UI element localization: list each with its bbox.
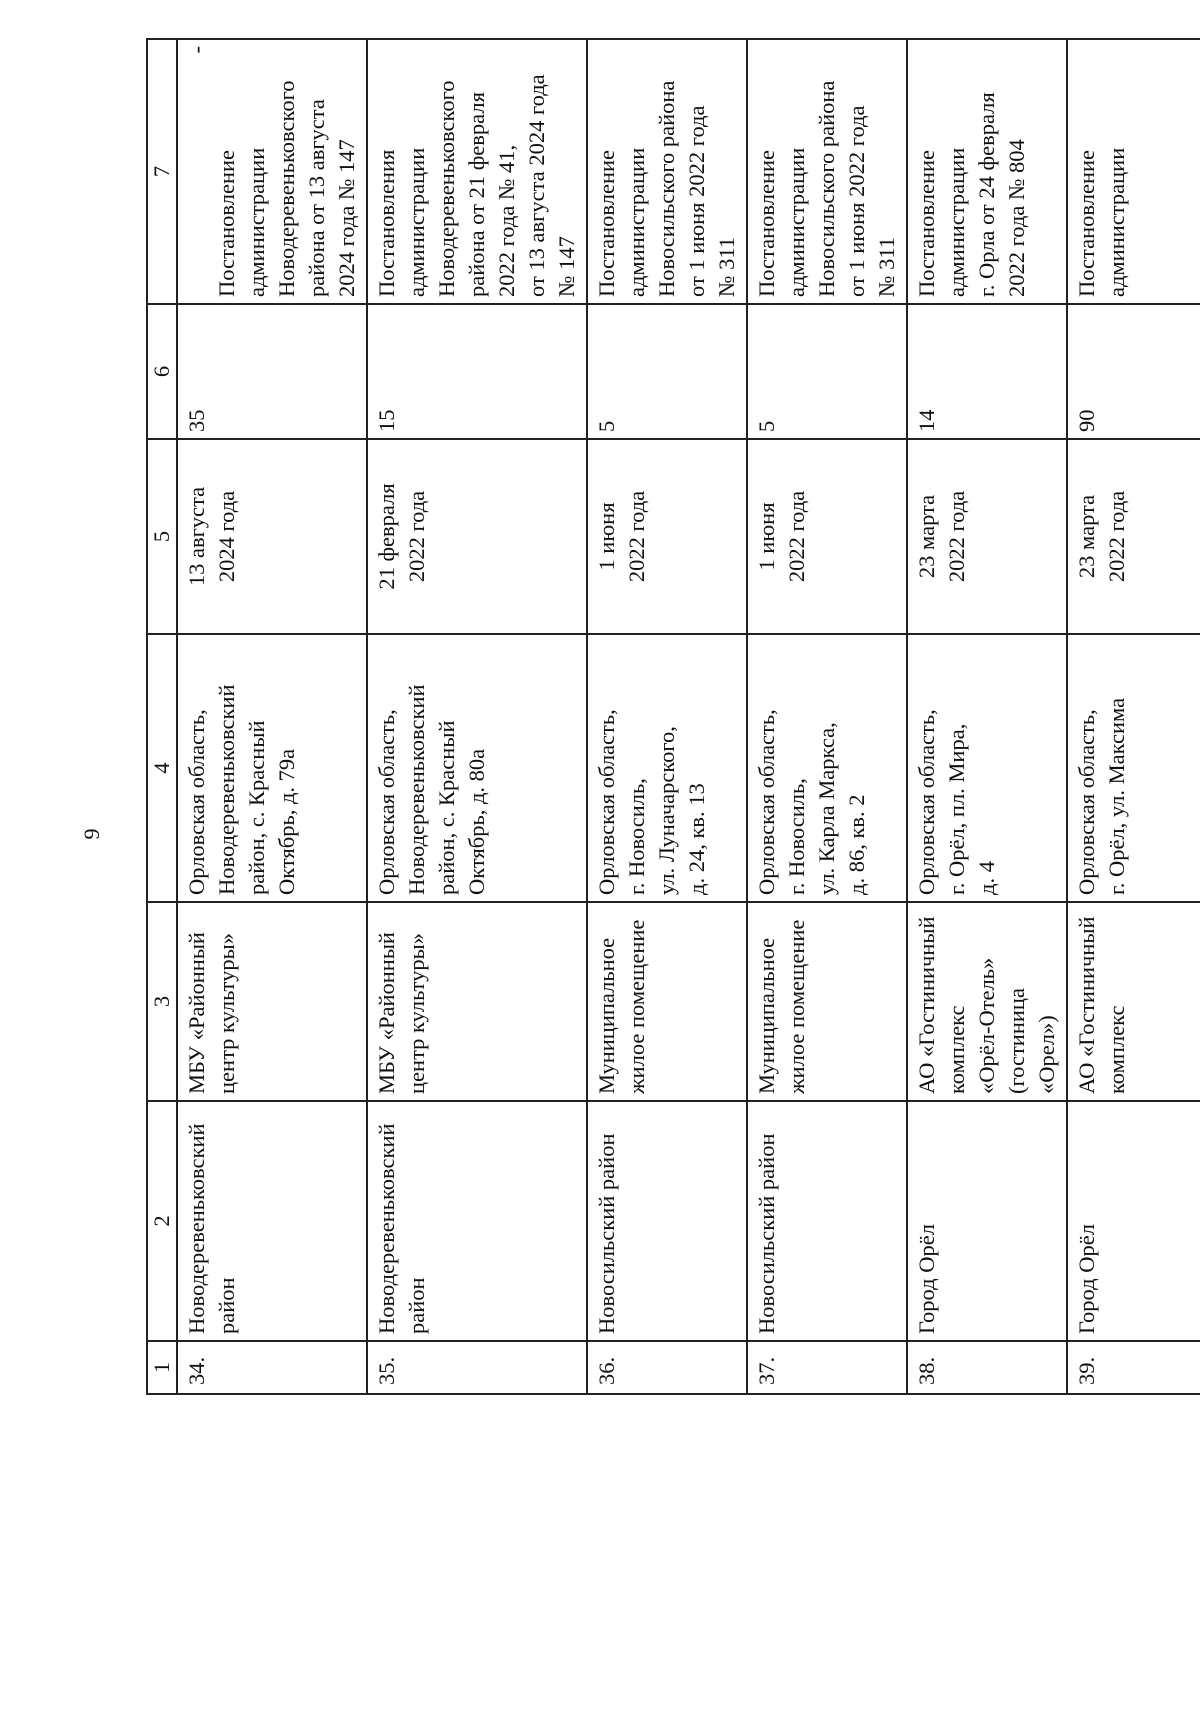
- registry-table: [146, 38, 1200, 1395]
- district-cell-line: Город Орёл: [1074, 1224, 1099, 1334]
- count-cell: 14: [907, 304, 1067, 439]
- district-cell: [747, 1101, 907, 1341]
- row-number: 35.: [367, 1341, 587, 1394]
- document-cell-line: Постановление: [214, 149, 239, 297]
- date-cell: [367, 439, 587, 634]
- address-cell-line: Новодеревеньковский: [404, 684, 429, 895]
- date-cell-line: 1 июня: [754, 502, 779, 571]
- count-cell: 35: [177, 304, 367, 439]
- document-cell-line: Новосильского района: [654, 80, 679, 297]
- address-cell-line: Орловская область,: [594, 709, 619, 895]
- document-cell-line: № 311: [714, 236, 739, 297]
- address-cell-line: Орловская область,: [184, 709, 209, 895]
- document-cell: [177, 39, 367, 304]
- object-cell: [177, 902, 367, 1101]
- district-cell: [587, 1101, 747, 1341]
- document-cell: [747, 39, 907, 304]
- address-cell-line: г. Орёл, ул. Максима: [1104, 697, 1129, 895]
- document-cell-line: Новодеревеньковского: [274, 80, 299, 297]
- table-row: [177, 39, 367, 1394]
- date-cell-line: 2024 года: [214, 490, 239, 583]
- document-cell-line: администрации: [244, 147, 269, 297]
- object-cell: [587, 902, 747, 1101]
- document-cell-line: № 147: [554, 236, 579, 297]
- object-cell-line: комплекс: [944, 1005, 969, 1094]
- document-cell-line: Постановления: [374, 149, 399, 297]
- count-cell: 5: [747, 304, 907, 439]
- address-cell-line: Октябрь, д. 79а: [274, 748, 299, 895]
- address-cell-line: Орловская область,: [914, 709, 939, 895]
- row-number: 36.: [587, 1341, 747, 1394]
- date-cell-line: 1 июня: [594, 502, 619, 571]
- address-cell: [747, 634, 907, 902]
- document-cell-line: от 13 августа 2024 года: [524, 74, 549, 297]
- address-cell-line: ул. Луначарского,: [654, 726, 679, 895]
- document-cell-line: от 1 июня 2022 года: [684, 105, 709, 297]
- document-cell-line: 2024 года № 147: [334, 139, 359, 297]
- row-number: 37.: [747, 1341, 907, 1394]
- object-cell-line: «Орёл-Отель»: [974, 957, 999, 1094]
- address-cell: [1067, 634, 1200, 902]
- table-row: [1067, 39, 1200, 1394]
- document-cell-line: 2022 года № 41,: [494, 144, 519, 297]
- object-cell-line: (гостиница «Орел»): [1004, 988, 1059, 1094]
- district-cell-line: район: [214, 1277, 239, 1334]
- object-cell-line: жилое помещение: [784, 919, 809, 1094]
- date-cell-line: 13 августа: [184, 486, 209, 587]
- address-cell-line: Орловская область,: [374, 709, 399, 895]
- object-cell-line: комплекс: [1104, 1005, 1129, 1094]
- date-cell: [177, 439, 367, 634]
- document-cell-line: № 311: [874, 236, 899, 297]
- date-cell: [587, 439, 747, 634]
- date-cell-line: 2022 года: [1104, 490, 1129, 583]
- row-number: 34.: [177, 1341, 367, 1394]
- document-cell-line: Постановление: [1074, 149, 1099, 297]
- address-cell-line: д. 4: [974, 861, 999, 895]
- date-cell-line: 2022 года: [404, 490, 429, 583]
- object-cell-line: жилое помещение: [624, 919, 649, 1094]
- date-cell-line: 23 марта: [1074, 494, 1099, 579]
- column-header: 2: [147, 1101, 177, 1341]
- address-cell-line: Октябрь, д. 80а: [464, 748, 489, 895]
- document-cell-line: Постановление: [754, 149, 779, 297]
- object-cell: [1067, 902, 1200, 1101]
- row-number: 39.: [1067, 1341, 1200, 1394]
- document-cell-line: администрации: [944, 147, 969, 297]
- district-cell: [177, 1101, 367, 1341]
- object-cell-line: МБУ «Районный: [374, 932, 399, 1094]
- date-cell-line: 2022 года: [624, 490, 649, 583]
- address-cell: [907, 634, 1067, 902]
- object-cell-line: Муниципальное: [754, 937, 779, 1094]
- address-cell-line: д. 86, кв. 2: [844, 794, 869, 895]
- document-cell-line: администрации: [404, 147, 429, 297]
- date-cell: [1067, 439, 1200, 634]
- document-mark: -: [184, 46, 209, 54]
- district-cell-line: Новосильский район: [594, 1133, 619, 1334]
- object-cell: [367, 902, 587, 1101]
- address-cell-line: ул. Карла Маркса,: [814, 722, 839, 895]
- address-cell-line: Новодеревеньковский: [214, 684, 239, 895]
- table-row: [587, 39, 747, 1394]
- date-cell: [907, 439, 1067, 634]
- document-cell-line: 2022 года № 804: [1004, 139, 1029, 297]
- object-cell-line: АО «Гостиничный: [1074, 916, 1099, 1094]
- address-cell-line: г. Новосиль,: [784, 778, 809, 895]
- district-cell-line: район: [404, 1277, 429, 1334]
- object-cell-line: центр культуры»: [404, 933, 429, 1094]
- document-cell: [907, 39, 1067, 304]
- object-cell: [747, 902, 907, 1101]
- column-header: 5: [147, 439, 177, 634]
- address-cell-line: район, с. Красный: [244, 720, 269, 895]
- document-cell: [367, 39, 587, 304]
- district-cell-line: Новосильский район: [754, 1133, 779, 1334]
- document-cell-line: Постановление: [594, 149, 619, 297]
- column-header: 3: [147, 902, 177, 1101]
- document-cell-line: Новодеревеньковского: [434, 80, 459, 297]
- address-cell: [587, 634, 747, 902]
- address-cell: [177, 634, 367, 902]
- column-header: 1: [147, 1341, 177, 1394]
- district-cell: [367, 1101, 587, 1341]
- district-cell: [1067, 1101, 1200, 1341]
- district-cell-line: Новодеревеньковский: [374, 1123, 399, 1334]
- count-cell: 90: [1067, 304, 1200, 439]
- object-cell: [907, 902, 1067, 1101]
- date-cell-line: 21 февраля: [374, 483, 399, 590]
- address-cell-line: район, с. Красный: [434, 720, 459, 895]
- row-number: 38.: [907, 1341, 1067, 1394]
- table-row: [747, 39, 907, 1394]
- column-header: 4: [147, 634, 177, 902]
- column-header: 6: [147, 304, 177, 439]
- object-cell-line: Муниципальное: [594, 937, 619, 1094]
- district-cell-line: Город Орёл: [914, 1224, 939, 1334]
- rotated-table-wrapper: [146, 40, 1129, 1395]
- object-cell-line: АО «Гостиничный: [914, 916, 939, 1094]
- document-cell: [1067, 39, 1200, 304]
- date-cell-line: 23 марта: [914, 494, 939, 579]
- document-cell-line: района от 13 августа: [304, 99, 329, 297]
- address-cell: [367, 634, 587, 902]
- district-cell-line: Новодеревеньковский: [184, 1123, 209, 1334]
- document-cell-line: от 1 июня 2022 года: [844, 105, 869, 297]
- document-cell-line: Новосильского района: [814, 80, 839, 297]
- address-cell-line: г. Орёл, пл. Мира,: [944, 723, 969, 895]
- date-cell-line: 2022 года: [944, 490, 969, 583]
- count-cell: 15: [367, 304, 587, 439]
- column-header: 7: [147, 39, 177, 304]
- address-cell-line: Орловская область,: [1074, 709, 1099, 895]
- document-cell-line: Постановление: [914, 149, 939, 297]
- table-body: [177, 39, 1200, 1394]
- header-row: [147, 39, 177, 1394]
- page-number: 9: [79, 828, 104, 840]
- document-cell-line: района от 21 февраля: [464, 92, 489, 297]
- address-cell-line: Орловская область,: [754, 709, 779, 895]
- table-row: [367, 39, 587, 1394]
- document-cell-line: г. Орла от 24 февраля: [974, 92, 999, 297]
- document-cell-line: администрации: [624, 147, 649, 297]
- document-cell-line: администрации: [784, 147, 809, 297]
- address-cell-line: г. Новосиль,: [624, 778, 649, 895]
- count-cell: 5: [587, 304, 747, 439]
- object-cell-line: МБУ «Районный: [184, 932, 209, 1094]
- date-cell: [747, 439, 907, 634]
- document-cell-line: администрации: [1104, 147, 1129, 297]
- district-cell: [907, 1101, 1067, 1341]
- table-row: [907, 39, 1067, 1394]
- document-cell: [587, 39, 747, 304]
- object-cell-line: центр культуры»: [214, 933, 239, 1094]
- date-cell-line: 2022 года: [784, 490, 809, 583]
- address-cell-line: д. 24, кв. 13: [684, 783, 709, 895]
